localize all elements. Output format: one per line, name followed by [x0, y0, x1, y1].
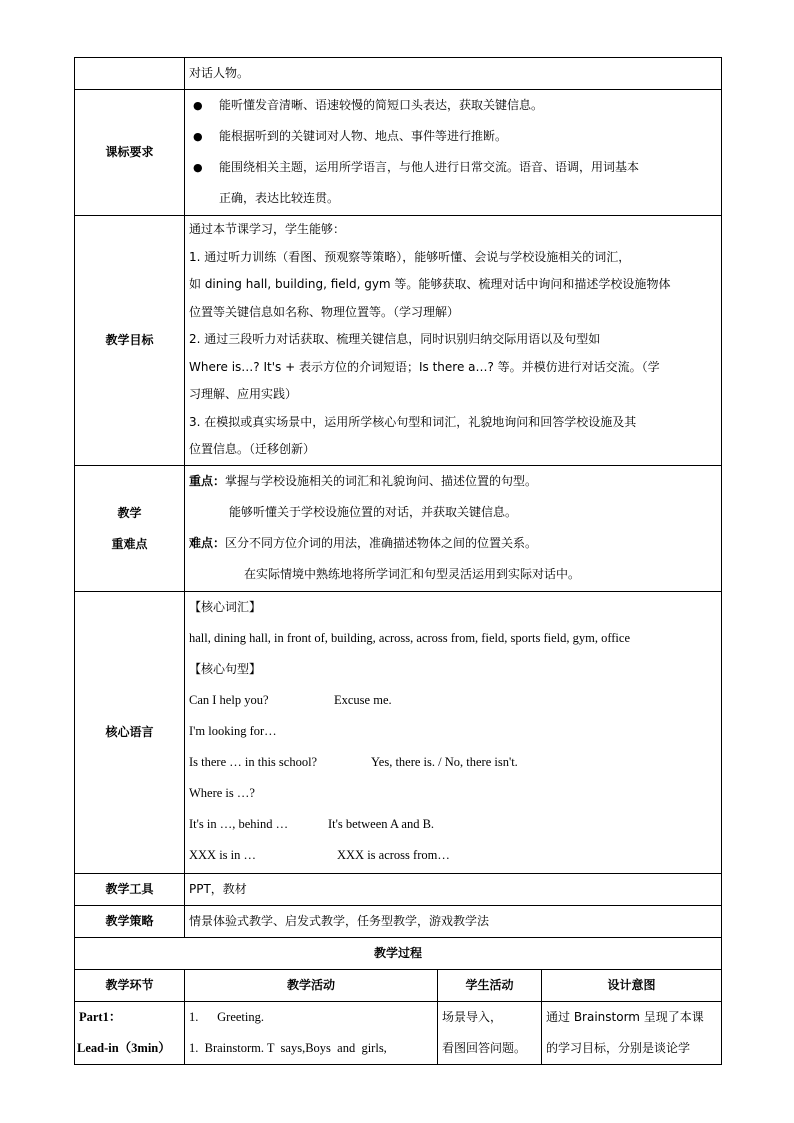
sentence: It's between A and B. [328, 817, 435, 831]
key-point-line-2: 能够听懂关于学校设施位置的对话，并获取关键信息。 [229, 505, 518, 519]
key-text-1: 掌握与学校设施相关的词汇和礼貌询问、描述位置的句型。 [225, 474, 538, 488]
sentence: Can I help you? [189, 693, 269, 707]
student-line-2: 看图回答问题。 [442, 1041, 527, 1055]
process-header-intent: 设计意图 [542, 970, 722, 1002]
standard-item-3-cont: 正确，表达比较连贯。 [219, 191, 340, 205]
objective-line: 通过本节课学习，学生能够： [189, 222, 346, 236]
core-language-content [185, 592, 722, 874]
objectives-label: 教学目标 [75, 216, 185, 466]
key-points-label-line1: 教学 [117, 505, 142, 520]
process-activity-cell [185, 1002, 438, 1065]
objective-line: 如 dining hall, building, field, gym 等。能够获取、梳理对话中询问和描述学校设施物体 [189, 277, 671, 291]
student-line-1: 场景导入， [442, 1010, 503, 1024]
dialogue-characters-cell [185, 58, 722, 90]
objective-line: 位置等关键信息如名称、物理位置等。（学习理解） [189, 304, 460, 319]
sentence-row [189, 747, 717, 778]
sentence: XXX is in … [189, 848, 257, 862]
process-header-stage: 教学环节 [75, 970, 185, 1002]
objective-line: 2. 通过三段听力对话获取、梳理关键信息，同时识别归纳交际用语以及句型如 [189, 332, 601, 346]
tools-value: PPT，教材 [185, 874, 722, 906]
sentence: XXX is across from… [337, 848, 450, 862]
process-student-cell [438, 1002, 542, 1065]
key-point-line-1 [189, 466, 717, 497]
difficulty-line-1 [189, 528, 717, 559]
vocab-list: hall, dining hall, in front of, building, across, across from, field, sports field, gym, office [189, 631, 631, 645]
strategy-value: 情景体验式教学、启发式教学，任务型教学，游戏教学法 [185, 906, 722, 938]
activity-line-2: 1. Brainstorm. T says,Boys and girls, [189, 1041, 387, 1055]
objective-line: 3. 在模拟或真实场景中，运用所学核心句型和词汇，礼貌地询问和回答学校设施及其 [189, 414, 637, 429]
objective-line: 1. 通过听力训练（看图、预观察等策略），能够听懂、会说与学校设施相关的词汇， [189, 249, 631, 264]
key-points-label [75, 466, 185, 592]
tools-label: 教学工具 [75, 874, 185, 906]
core-language-label: 核心语言 [75, 592, 185, 874]
objectives-content [185, 216, 722, 466]
sentence-row [189, 685, 717, 716]
sentence-title: 【核心句型】 [189, 662, 262, 676]
stage-line-2: Lead-in（3min） [77, 1041, 171, 1055]
standard-item-3: ● 能围绕相关主题，运用所学语言，与他人进行日常交流。语音、语调，用词基本 [189, 152, 717, 183]
objective-line: 位置信息。（迁移创新） [189, 442, 316, 456]
sentence: Yes, there is. / No, there isn't. [371, 755, 518, 769]
key-points-label-line2: 重难点 [111, 536, 148, 551]
sentence: I'm looking for… [189, 724, 277, 738]
sentence: Excuse me. [334, 693, 392, 707]
difficulty-tag: 难点： [189, 536, 226, 550]
objective-line: 习理解、应用实践） [189, 387, 298, 401]
sentence-row [189, 809, 717, 840]
sentence-row [189, 716, 717, 747]
strategy-label: 教学策略 [75, 906, 185, 938]
objective-line: Where is…? It's + 表示方位的介词短语；Is there a…? 等。并模仿进行对话交流。（学 [189, 359, 660, 374]
difficulty-line-2: 在实际情境中熟练地将所学词汇和句型灵活运用到实际对话中。 [244, 567, 581, 581]
intent-line-1: 通过 Brainstorm 呈现了本课 [546, 1010, 704, 1024]
difficulty-text-1: 区分不同方位介词的用法，准确描述物体之间的位置关系。 [225, 536, 538, 550]
standards-label: 课标要求 [75, 90, 185, 216]
process-intent-cell [542, 1002, 722, 1065]
standard-item-2: ● 能根据听到的关键词对人物、地点、事件等进行推断。 [189, 121, 717, 152]
key-points-content [185, 466, 722, 592]
sentence: Is there … in this school? [189, 755, 318, 769]
standards-content [185, 90, 722, 216]
empty-label-cell [75, 58, 185, 90]
sentence-row [189, 778, 717, 809]
standard-item-1: ● 能听懂发音清晰、语速较慢的简短口头表达，获取关键信息。 [189, 90, 717, 121]
process-header-student: 学生活动 [438, 970, 542, 1002]
row0-text: 对话人物。 [189, 66, 250, 80]
lesson-plan-table [74, 57, 722, 1065]
sentence: Where is …? [189, 786, 255, 800]
key-tag: 重点： [189, 474, 226, 488]
activity-line-1: 1. Greeting. [189, 1010, 264, 1024]
process-title: 教学过程 [75, 938, 722, 970]
process-header-activity: 教学活动 [185, 970, 438, 1002]
process-stage-cell [75, 1002, 185, 1065]
stage-line-1: Part1： [79, 1010, 122, 1024]
vocab-title: 【核心词汇】 [189, 600, 262, 614]
intent-line-2: 的学习目标，分别是谈论学 [546, 1041, 691, 1055]
sentence: It's in …, behind … [189, 817, 289, 831]
sentence-row [189, 840, 717, 871]
